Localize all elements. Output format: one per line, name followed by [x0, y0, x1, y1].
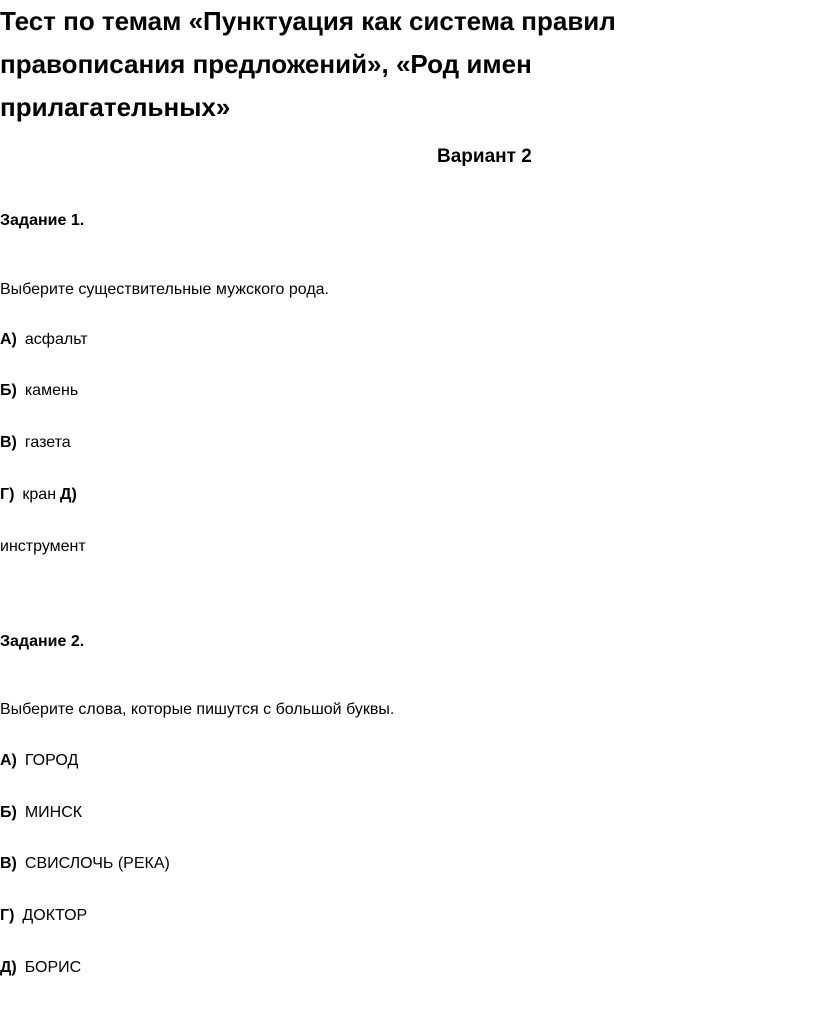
option-letter: Г)	[0, 486, 15, 503]
title-line-2: правописания предложений», «Род имен	[0, 49, 532, 79]
task1-heading: Задание 1.	[0, 212, 85, 229]
option-text: БОРИС	[24, 959, 82, 976]
task1-option-v	[0, 434, 71, 452]
option-letter: А)	[0, 752, 17, 769]
option-text: газета	[24, 434, 71, 451]
task2-option-g	[0, 907, 87, 925]
option-text: СВИСЛОЧЬ (РЕКА)	[24, 855, 170, 872]
option-letter: В)	[0, 434, 17, 451]
task2-option-a	[0, 752, 78, 770]
option-letter: Б)	[0, 382, 17, 399]
option-text: кран	[22, 486, 57, 503]
task2-option-d	[0, 959, 81, 977]
task1-option-b	[0, 382, 78, 400]
option-letter: Д)	[60, 486, 77, 503]
option-letter: Г)	[0, 907, 15, 924]
variant-label: Вариант 2	[437, 146, 532, 167]
document-title	[0, 0, 800, 129]
option-text: ГОРОД	[24, 752, 79, 769]
task2-heading: Задание 2.	[0, 633, 85, 650]
option-text: ДОКТОР	[22, 907, 88, 924]
task2-option-b	[0, 804, 82, 822]
title-line-3: прилагательных»	[0, 92, 231, 122]
task1-option-g	[0, 486, 77, 504]
task2-question: Выберите слова, которые пишутся с большой буквы.	[0, 701, 395, 718]
task1-option-d	[0, 538, 86, 556]
task2-option-v	[0, 855, 170, 873]
option-letter: Б)	[0, 804, 17, 821]
option-letter: В)	[0, 855, 17, 872]
option-letter: Д)	[0, 959, 17, 976]
title-line-1: Тест по темам «Пунктуация как система правил	[0, 6, 616, 36]
option-text: асфальт	[24, 331, 88, 348]
option-text: инструмент	[0, 538, 86, 555]
task1-option-a	[0, 331, 88, 349]
option-letter: А)	[0, 331, 17, 348]
option-text: камень	[24, 382, 79, 399]
option-text: МИНСК	[24, 804, 83, 821]
task1-question: Выберите существительные мужского рода.	[0, 281, 329, 298]
